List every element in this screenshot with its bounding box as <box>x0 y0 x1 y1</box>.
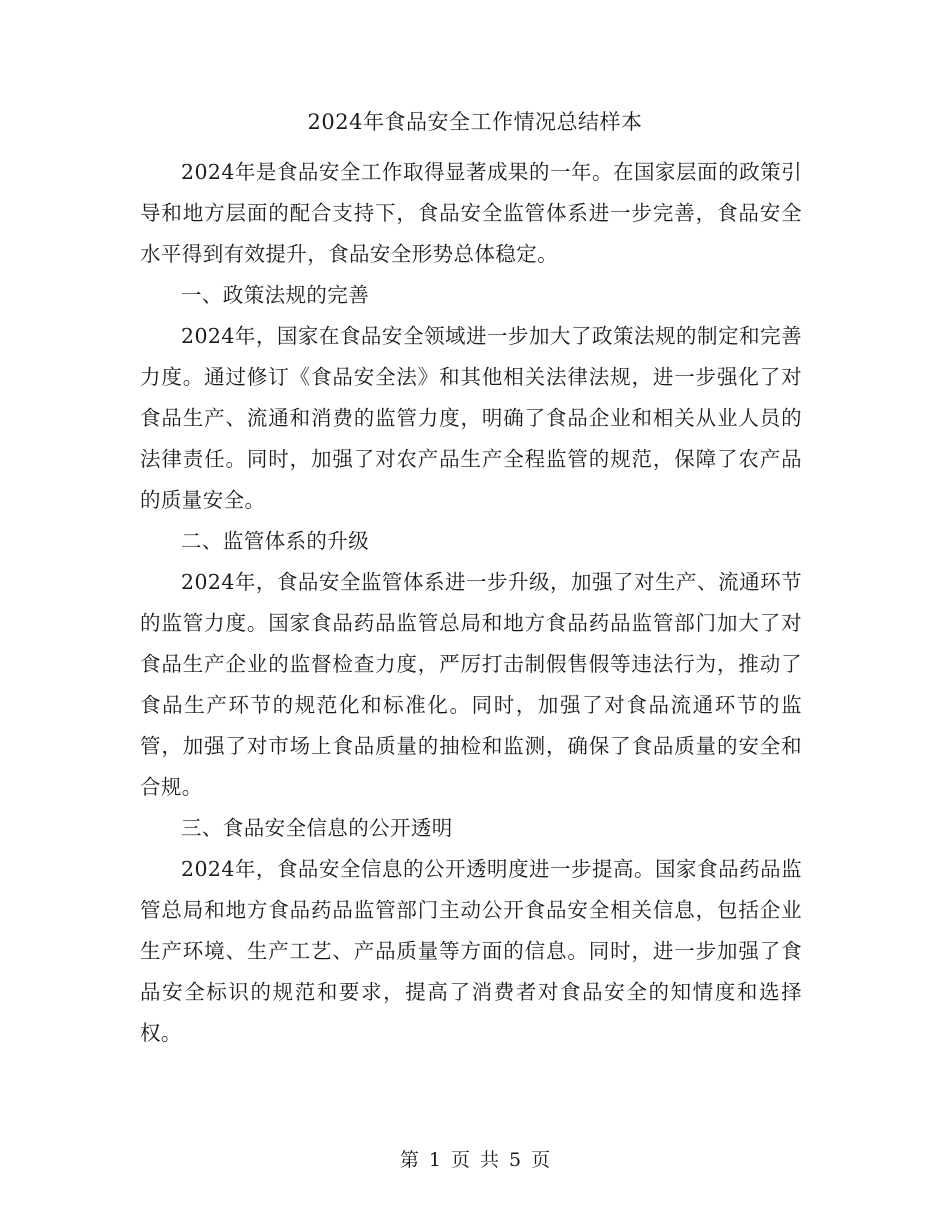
section-paragraph-supervision: 2024年，食品安全监管体系进一步升级，加强了对生产、流通环节的监管力度。国家食品药品监管总局和地方食品药品监管部门加大了对食品生产企业的监督检查力度，严厉打击制假售假等违法行为，推动了食品生产环节的规范化和标准化。同时，加强了对食品流通环节的监管，加强了对市场上食品质量的抽检和监测，确保了食品质量的安全和合规。 <box>140 570 802 799</box>
document-title: 2024年食品安全工作情况总结样本 <box>307 110 643 134</box>
section-paragraph-policy: 2024年，国家在食品安全领域进一步加大了政策法规的制定和完善力度。通过修订《食品安全法》和其他相关法律法规，进一步强化了对食品生产、流通和消费的监管力度，明确了食品企业和相关从业人员的法律责任。同时，加强了对农产品生产全程监管的规范，保障了农产品的质量安全。 <box>140 324 802 512</box>
document-body <box>140 152 802 1054</box>
section-heading-policy: 一、政策法规的完善 <box>181 283 370 307</box>
section-heading-transparency: 三、食品安全信息的公开透明 <box>181 816 453 840</box>
section-heading-supervision: 二、监管体系的升级 <box>181 529 370 553</box>
intro-paragraph: 2024年是食品安全工作取得显著成果的一年。在国家层面的政策引导和地方层面的配合支持下，食品安全监管体系进一步完善，食品安全水平得到有效提升，食品安全形势总体稳定。 <box>140 160 802 266</box>
section-paragraph-transparency: 2024年，食品安全信息的公开透明度进一步提高。国家食品药品监管总局和地方食品药品监管部门主动公开食品安全相关信息，包括企业生产环境、生产工艺、产品质量等方面的信息。同时，进一步加强了食品安全标识的规范和要求，提高了消费者对食品安全的知情度和选择权。 <box>140 857 802 1045</box>
page-number-footer: 第 1 页 共 5 页 <box>399 1149 551 1171</box>
